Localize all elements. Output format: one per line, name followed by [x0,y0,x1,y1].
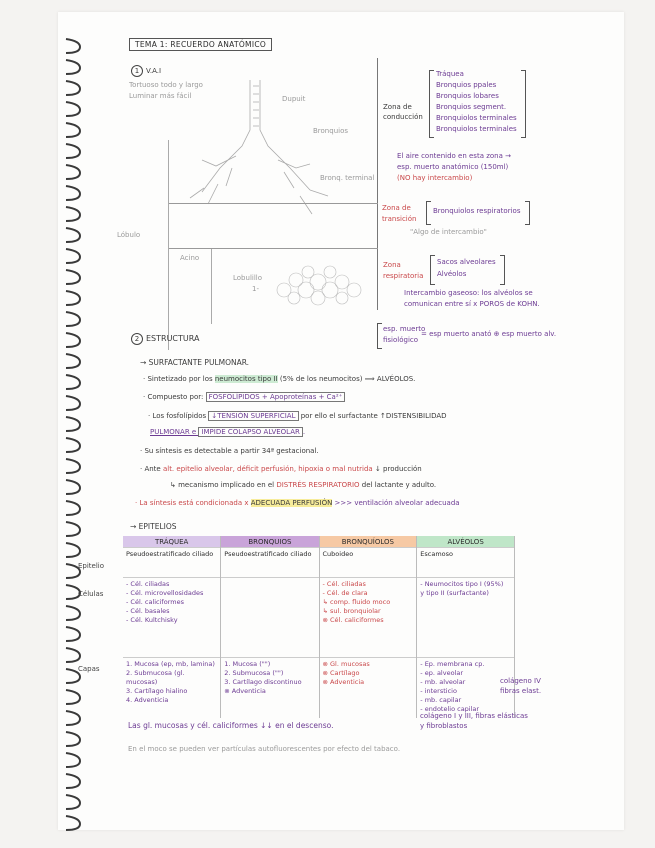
conduccion-item: Bronquios ppales [436,81,497,89]
conduccion-item: Bronquiolos terminales [436,125,517,133]
line-text: · Su síntesis es detectable a partir 34ª gestacional. [140,447,319,455]
surfactante-heading: → SURFACTANTE PULMONAR. [140,358,250,367]
section2-line-2 [143,393,345,402]
line-text: · La síntesis está condicionada x [135,499,251,507]
line-text: ↓ producción [372,465,422,473]
section2-heading [131,333,199,345]
respiratoria-list [437,256,496,280]
respiratoria-bracket [430,255,435,285]
line-text: ↳ mecanismo implicado en el [170,481,277,489]
alv-note [420,711,528,731]
acino-label: Acino [180,254,200,262]
zona-conduccion-text: Zona de conducción [383,103,423,121]
section1-heading [131,65,161,77]
line-text: del lactante y adulto. [359,481,437,489]
table-cell: Cuboideo [319,548,417,578]
conduccion-note-line: (NO hay intercambio) [397,174,473,182]
epitelios-heading: → EPITELIOS [130,522,177,531]
intercambio-note [404,288,540,310]
line-text: por ello el surfactante ↑DISTENSIBILIDAD [298,412,447,420]
transicion-bracket [426,201,431,225]
page-title: TEMA 1: RECUERDO ANATÓMICO [129,38,272,51]
conduccion-item: Tráquea [436,70,464,78]
bronquios-label: Bronquios [313,127,348,135]
dupuit-label: Dupuit [282,95,306,103]
lobulo-horizontal-line [168,203,378,204]
line-highlight: neumocitos tipo II [214,375,278,383]
zone-divider-line [377,58,378,310]
table-cell: - Cél. ciliadas - Cél. de clara ↳ comp. fluido moco ↳ sul. bronquiolar ⊗ Cél. caliciformes [319,578,417,658]
section2-label: ESTRUCTURA [146,334,200,343]
table-cell: - Ep. membrana cp. - ep. alveolar - mb. alveolar - intersticio - mb. capilar - endotelio capilar [417,658,515,718]
col-header: TRÁQUEA [123,536,221,548]
acino-vline [211,249,212,324]
lobulo-horizontal-line-2 [168,248,378,249]
table-cell: - Neumocitos tipo I (95%) y tipo II (surfactante) [417,578,515,658]
line-text: · Ante [140,465,163,473]
line-text: . [302,428,306,436]
line-text: >>> ventilación alveolar adecuada [332,499,460,507]
esp-muerto-line: fisiológico [383,336,419,344]
line-highlight: IMPIDE COLAPSO ALVEOLAR [198,427,302,437]
lobulo-label: Lóbulo [117,231,141,239]
table-cell [221,578,319,658]
section1-label: V.A.I [146,67,162,75]
conduccion-list [436,69,517,135]
section2-line-8 [135,499,460,508]
zona-conduccion-label [383,102,427,122]
airway-diagram [178,76,378,306]
conduccion-rbracket [521,70,526,138]
line-text: · Compuesto por: [143,393,206,401]
esp-muerto-bracket [377,323,382,349]
section2-line-3 [148,412,447,421]
table-cell: Pseudoestratificado ciliado [123,548,221,578]
section2-line-5 [140,447,319,456]
line-text: · Sintetizado por los [143,375,215,383]
conduccion-item: Bronquios segment. [436,103,507,111]
conduccion-note-line: esp. muerto anatómico (150ml) [397,163,509,171]
esp-muerto-line: esp. muerto [383,325,426,333]
lobulo-vline [168,140,169,350]
table-cell: Pseudoestratificado ciliado [221,548,319,578]
transicion-note: "Algo de intercambio" [410,228,487,236]
alv-note-line: colágeno I y III, fibras elásticas [420,712,528,720]
spiral-binding [46,34,86,834]
conduccion-item: Bronquiolos terminales [436,114,517,122]
zona-transicion-label: Zona de transición [382,204,417,223]
col-header: ALVÉOLOS [417,536,515,548]
conduccion-note-line: El aire contenido en esta zona → [397,152,511,160]
side-note-1: Tortuoso todo y largo [129,81,203,89]
lobulillo-label: Lobulillo [233,274,263,282]
line-text: · Los fosfolípidos [148,412,209,420]
table-cell: 1. Mucosa (ep, mb, lamina) 2. Submucosa (gl. mucosas) 3. Cartílago hialino 4. Adventicia [123,658,221,718]
section2-line-1 [143,375,415,384]
lobulillo-num: 1- [252,285,259,293]
section2-line-4 [150,428,305,437]
col-header: BRONQUÍOLOS [319,536,417,548]
line-highlight: ↓TENSIÓN SUPERFICIAL [208,411,298,421]
epitelios-table [123,536,515,718]
alv-side-line: colágeno IV [500,677,541,685]
row-label-capas: Capas [78,665,100,673]
intercambio-note-line: comunican entre sí x POROS de KOHN. [404,300,540,308]
footer-note-2: En el moco se pueden ver partículas autofluorescentes por efecto del tabaco. [128,745,401,753]
section1-number: 1 [131,65,143,77]
transicion-item: Bronquiolos respiratorios [433,207,521,215]
section2-line-6 [140,465,422,474]
line-highlight: ADECUADA PERFUSIÓN [250,499,333,507]
row-label-epitelio: Epitelio [78,562,105,570]
conduccion-bracket [429,70,434,138]
col-header: BRONQUIOS [221,536,319,548]
conduccion-note [397,151,511,184]
line-highlight: alt. epitelio alveolar, déficit perfusión, hipoxia o mal nutrida [162,465,373,473]
transicion-rbracket [525,201,530,225]
esp-muerto-formula: = esp muerto anató ⊕ esp muerto alv. [421,330,557,338]
line-text: PULMONAR e [150,428,199,436]
alv-side-line: fibras elast. [500,687,542,695]
section2-number: 2 [131,333,143,345]
respiratoria-rbracket [500,255,505,285]
table-cell: Escamoso [417,548,515,578]
alv-side-note [500,676,541,696]
section2-line-7 [170,481,436,490]
alv-note-line: y fibroblastos [420,722,468,730]
zona-respiratoria-label: Zona respiratoria [383,261,424,280]
line-highlight: FOSFOLÍPIDOS + Apoproteínas + Ca²⁺ [206,392,346,402]
table-cell: - Cél. ciliadas - Cél. microvellosidades - Cél. caliciformes - Cél. basales - Cél. Kultchisky [123,578,221,658]
conduccion-item: Bronquios lobares [436,92,499,100]
intercambio-note-line: Intercambio gaseoso: los alvéolos se [404,289,533,297]
line-text: (5% de los neumocitos) ⟹ ALVÉOLOS. [277,375,416,383]
respiratoria-item: Sacos alveolares [437,258,496,266]
esp-muerto-label [383,324,425,346]
line-highlight: DISTRÉS RESPIRATORIO [276,481,360,489]
row-label-celulas: Células [78,590,104,598]
table-cell: 1. Mucosa ("") 2. Submucosa ("") 3. Cartílago discontinuo ⊗ Adventicia [221,658,319,718]
bronq-terminal-label: Bronq. terminal [320,174,375,182]
side-note-2: Luminar más fácil [129,92,192,100]
respiratoria-item: Alvéolos [437,270,467,278]
footer-note-1: Las gl. mucosas y cél. caliciformes ↓↓ en el descenso. [128,721,334,730]
table-cell: ⊗ Gl. mucosas ⊗ Cartílago ⊗ Adventicia [319,658,417,718]
